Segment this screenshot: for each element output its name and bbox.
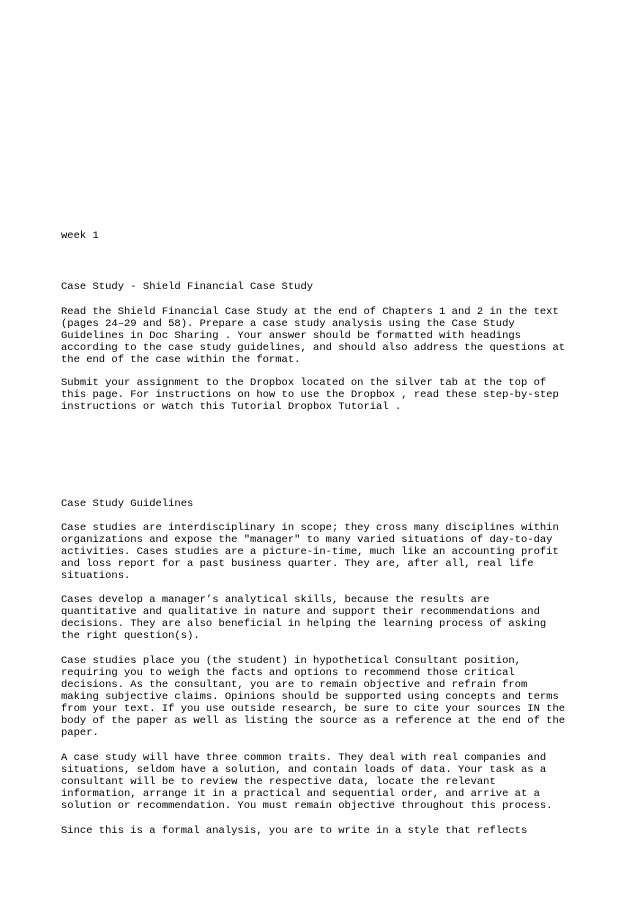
text-line: activities. Cases studies are a picture-in-time, much like an accounting profit bbox=[61, 546, 559, 558]
text-line: paper. bbox=[61, 727, 99, 739]
text-line: Case studies place you (the student) in hypothetical Consultant position, bbox=[61, 655, 521, 667]
text-line: Case studies are interdisciplinary in scope; they cross many disciplines within bbox=[61, 522, 559, 534]
text-line: Guidelines in Doc Sharing . Your answer should be formatted with headings bbox=[61, 330, 521, 342]
text-line: this page. For instructions on how to use the Dropbox , read these step-by-step bbox=[61, 389, 559, 401]
guidelines-title: Case Study Guidelines bbox=[61, 498, 194, 510]
text-line: Since this is a formal analysis, you are to write in a style that reflects bbox=[61, 825, 528, 837]
text-line: Read the Shield Financial Case Study at the end of Chapters 1 and 2 in the text bbox=[61, 306, 559, 318]
text-line: consultant will be to review the respective data, locate the relevant bbox=[61, 776, 496, 788]
text-line: solution or recommendation. You must remain objective throughout this process. bbox=[61, 800, 553, 812]
text-line: (pages 24–29 and 58). Prepare a case study analysis using the Case Study bbox=[61, 318, 515, 330]
text-line: according to the case study guidelines, and should also address the questions at bbox=[61, 342, 566, 354]
text-line: information, arrange it in a practical and sequential order, and arrive at a bbox=[61, 788, 540, 800]
text-line: from your text. If you use outside research, be sure to cite your sources IN the bbox=[61, 703, 566, 715]
text-line: and loss report for a past business quarter. They are, after all, real life bbox=[61, 558, 534, 570]
text-line: A case study will have three common traits. They deal with real companies and bbox=[61, 752, 547, 764]
text-line: making subjective claims. Opinions should be supported using concepts and terms bbox=[61, 691, 559, 703]
text-line: situations. bbox=[61, 570, 131, 582]
case-title: Case Study - Shield Financial Case Study bbox=[61, 281, 314, 293]
text-line: situations, seldom have a solution, and contain loads of data. Your task as a bbox=[61, 764, 547, 776]
text-line: requiring you to weigh the facts and options to recommend those critical bbox=[61, 667, 515, 679]
text-line: Cases develop a manager’s analytical skills, because the results are bbox=[61, 594, 490, 606]
week-label: week 1 bbox=[61, 230, 99, 242]
text-line: the right question(s). bbox=[61, 630, 200, 642]
text-line: decisions. As the consultant, you are to remain objective and refrain from bbox=[61, 679, 528, 691]
text-line: the end of the case within the format. bbox=[61, 354, 301, 366]
text-line: organizations and expose the "manager" to many varied situations of day-to-day bbox=[61, 534, 553, 546]
text-line: decisions. They are also beneficial in helping the learning process of asking bbox=[61, 618, 547, 630]
text-line: instructions or watch this Tutorial Dropbox Tutorial . bbox=[61, 401, 402, 413]
text-line: body of the paper as well as listing the source as a reference at the end of the bbox=[61, 715, 566, 727]
text-line: Submit your assignment to the Dropbox located on the silver tab at the top of bbox=[61, 377, 547, 389]
text-line: quantitative and qualitative in nature and support their recommendations and bbox=[61, 606, 540, 618]
